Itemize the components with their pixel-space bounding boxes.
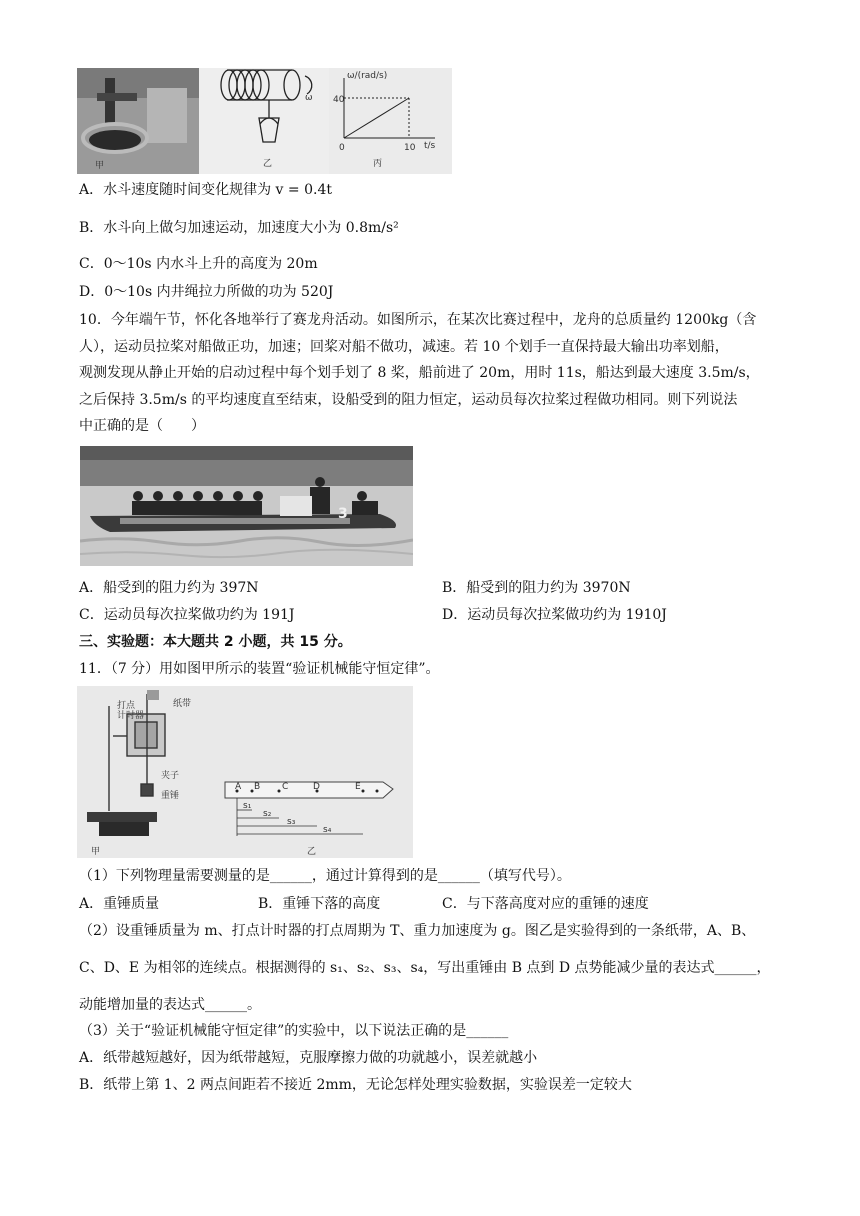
q10-option-a: A．船受到的阻力约为 397N <box>79 580 259 596</box>
point-b: B <box>254 782 261 792</box>
q11-intro: 11．（7 分）用如图甲所示的装置“验证机械能守恒定律”。 <box>79 661 440 677</box>
q11-part2-line3: 动能增加量的表达式______。 <box>79 997 261 1013</box>
point-c: C <box>282 782 289 792</box>
q10-stem-line2: 人），运动员拉桨对船做正功，加速；回桨对船不做功，减速。若 10 个划手一直保持最大输出功率划船， <box>79 339 729 355</box>
q9-option-b: B．水斗向上做匀加速运动，加速度大小为 0.8m/s² <box>79 220 399 236</box>
figure-label-jia: 甲 <box>95 161 105 171</box>
figure-label-yi-2: 乙 <box>307 847 317 857</box>
q11-part3: （3）关于“验证机械能守恒定律”的实验中，以下说法正确的是______ <box>79 1023 509 1039</box>
tick-y: 40 <box>333 95 345 105</box>
s4-label: s₄ <box>323 825 332 835</box>
dragon-boat-photo <box>80 446 413 566</box>
q11-part2-line2: C、D、E 为相邻的连续点。根据测得的 s₁、s₂、s₃、s₄，写出重锤由 B 点到 D 点势能减少量的表达式______， <box>79 960 771 976</box>
q11-figure-drawing <box>77 686 413 858</box>
q11-p1-option-c: C．与下落高度对应的重锤的速度 <box>442 896 649 912</box>
figure-label-bing: 丙 <box>373 159 383 169</box>
figure-label-jia-2: 甲 <box>91 847 101 857</box>
s2-label: s₂ <box>263 809 272 819</box>
label-clip: 夹子 <box>161 771 180 781</box>
point-a: A <box>235 782 242 792</box>
q9-option-c: C．0～10s 内水斗上升的高度为 20m <box>79 256 318 272</box>
q11-part2-line1: （2）设重锤质量为 m、打点计时器的打点周期为 T、重力加速度为 g。图乙是实验得到的一条纸带，A、B、 <box>79 923 756 939</box>
axis-y-label: ω/(rad/s) <box>347 71 388 81</box>
q11-figure <box>77 686 413 858</box>
q10-option-d: D．运动员每次拉桨做功约为 1910J <box>442 607 667 623</box>
dragon-boat-drawing <box>80 446 413 566</box>
q11-p1-option-b: B．重锤下落的高度 <box>258 896 381 912</box>
boat-number: 3 <box>338 506 348 522</box>
q11-p3-option-a: A．纸带越短越好，因为纸带越短，克服摩擦力做的功就越小，误差就越小 <box>79 1050 538 1066</box>
q9-option-d: D．0～10s 内井绳拉力所做的功为 520J <box>79 284 334 300</box>
point-d: D <box>313 782 320 792</box>
tick-x: 10 <box>404 143 416 153</box>
q10-option-c: C．运动员每次拉桨做功约为 191J <box>79 607 295 623</box>
s3-label: s₃ <box>287 817 296 827</box>
q9-figure-drawing <box>77 68 452 174</box>
omega-label: ω <box>305 93 313 103</box>
label-tape: 纸带 <box>173 699 192 709</box>
q11-part1: （1）下列物理量需要测量的是______，通过计算得到的是______（填写代号）。 <box>79 868 571 884</box>
axis-x-label: t/s <box>424 141 436 151</box>
q10-option-b: B．船受到的阻力约为 3970N <box>442 580 631 596</box>
q10-stem-line1: 10．今年端午节，怀化各地举行了赛龙舟活动。如图所示，在某次比赛过程中，龙舟的总质量约 1200kg（含 <box>79 312 757 328</box>
q10-stem-line3: 观测发现从静止开始的启动过程中每个划手划了 8 桨，船前进了 20m，用时 11s，船达到最大速度 3.5m/s， <box>79 365 760 381</box>
point-e: E <box>355 782 361 792</box>
label-weight: 重锤 <box>161 791 180 801</box>
label-timer-2: 计时器 <box>117 711 145 721</box>
section-heading: 三、实验题：本大题共 2 小题，共 15 分。 <box>79 634 352 650</box>
q9-option-a: A．水斗速度随时间变化规律为 v = 0.4t <box>79 182 332 198</box>
q11-p1-option-a: A．重锤质量 <box>79 896 160 912</box>
q10-stem-line5: 中正确的是（ ） <box>79 418 205 434</box>
figure-label-yi: 乙 <box>263 159 273 169</box>
q11-p3-option-b: B．纸带上第 1、2 两点间距若不接近 2mm，无论怎样处理实验数据，实验误差一定较大 <box>79 1077 632 1093</box>
q9-figure <box>77 68 452 174</box>
q10-stem-line4: 之后保持 3.5m/s 的平均速度直至结束，设船受到的阻力恒定，运动员每次拉桨过程做功相同。则下列说法 <box>79 392 738 408</box>
label-timer-1: 打点 <box>117 701 136 711</box>
origin-label: 0 <box>339 143 345 153</box>
s1-label: s₁ <box>243 801 252 811</box>
